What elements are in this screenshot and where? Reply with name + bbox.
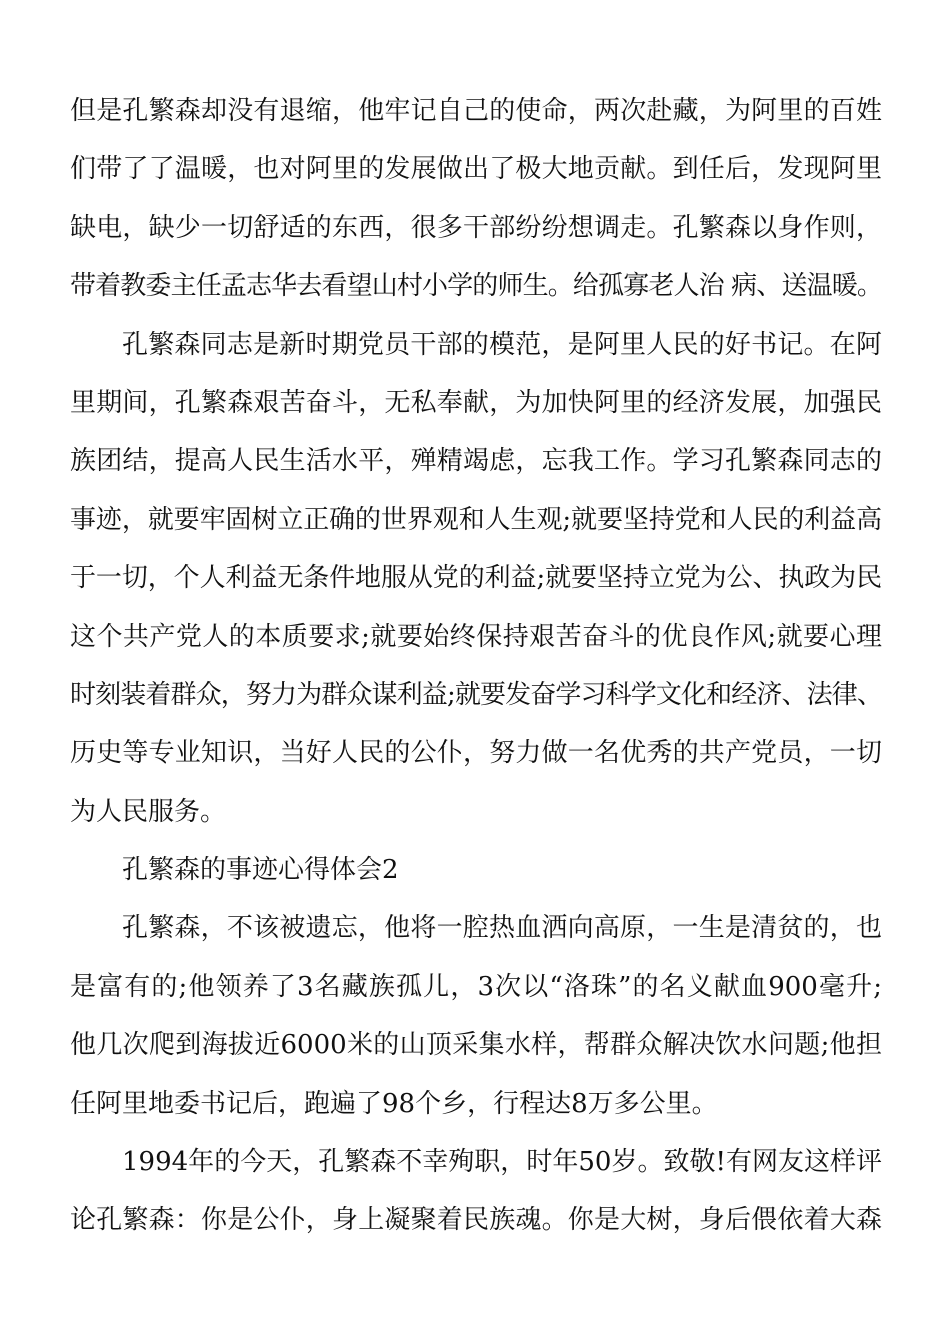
text-line: 这个共产党人的本质要求;就要始终保持艰苦奋斗的优良作风;就要心理 (70, 621, 882, 652)
section-heading: 孔繁森的事迹心得体会2 (122, 855, 399, 886)
paragraph-first-line: 1994年的今天，孔繁森不幸殉职，时年50岁。致敬!有网友这样评 (122, 1147, 882, 1178)
text-line: 族团结，提高人民生活水平，殚精竭虑，忘我工作。学习孔繁森同志的 (70, 446, 882, 477)
text-line: 们带了了温暖，也对阿里的发展做出了极大地贡献。到任后，发现阿里 (70, 154, 882, 185)
text-line: 论孔繁森：你是公仆，身上凝聚着民族魂。你是大树，身后偎依着大森 (70, 1205, 882, 1236)
text-line: 于一切，个人利益无条件地服从党的利益;就要坚持立党为公、执政为民 (70, 563, 882, 594)
text-line: 是富有的;他领养了3名藏族孤儿，3次以“洛珠”的名义献血900毫升; (70, 971, 882, 1002)
document-page (70, 82, 882, 1250)
text-line: 时刻装着群众，努力为群众谋利益;就要发奋学习科学文化和经济、法律、 (70, 679, 882, 710)
text-line: 带着教委主任孟志华去看望山村小学的师生。给孤寡老人治 病、送温暖。 (70, 271, 882, 302)
text-line: 历史等专业知识，当好人民的公仆，努力做一名优秀的共产党员，一切 (70, 738, 882, 769)
text-line: 但是孔繁森却没有退缩，他牢记自己的使命，两次赴藏，为阿里的百姓 (70, 96, 882, 126)
paragraph-first-line: 孔繁森同志是新时期党员干部的模范，是阿里人民的好书记。在阿 (122, 329, 882, 360)
text-line: 里期间，孔繁森艰苦奋斗，无私奉献，为加快阿里的经济发展，加强民 (70, 387, 882, 418)
text-line: 事迹，就要牢固树立正确的世界观和人生观;就要坚持党和人民的利益高 (70, 504, 882, 535)
text-line: 他几次爬到海拔近6000米的山顶采集水样，帮群众解决饮水问题;他担 (70, 1030, 882, 1061)
paragraph-last-line: 为人民服务。 (70, 796, 227, 827)
text-line: 缺电，缺少一切舒适的东西，很多干部纷纷想调走。孔繁森以身作则， (70, 212, 882, 243)
paragraph-first-line: 孔繁森，不该被遗忘，他将一腔热血洒向高原，一生是清贫的，也 (122, 913, 882, 944)
paragraph-last-line: 任阿里地委书记后，跑遍了98个乡，行程达8万多公里。 (70, 1088, 718, 1119)
